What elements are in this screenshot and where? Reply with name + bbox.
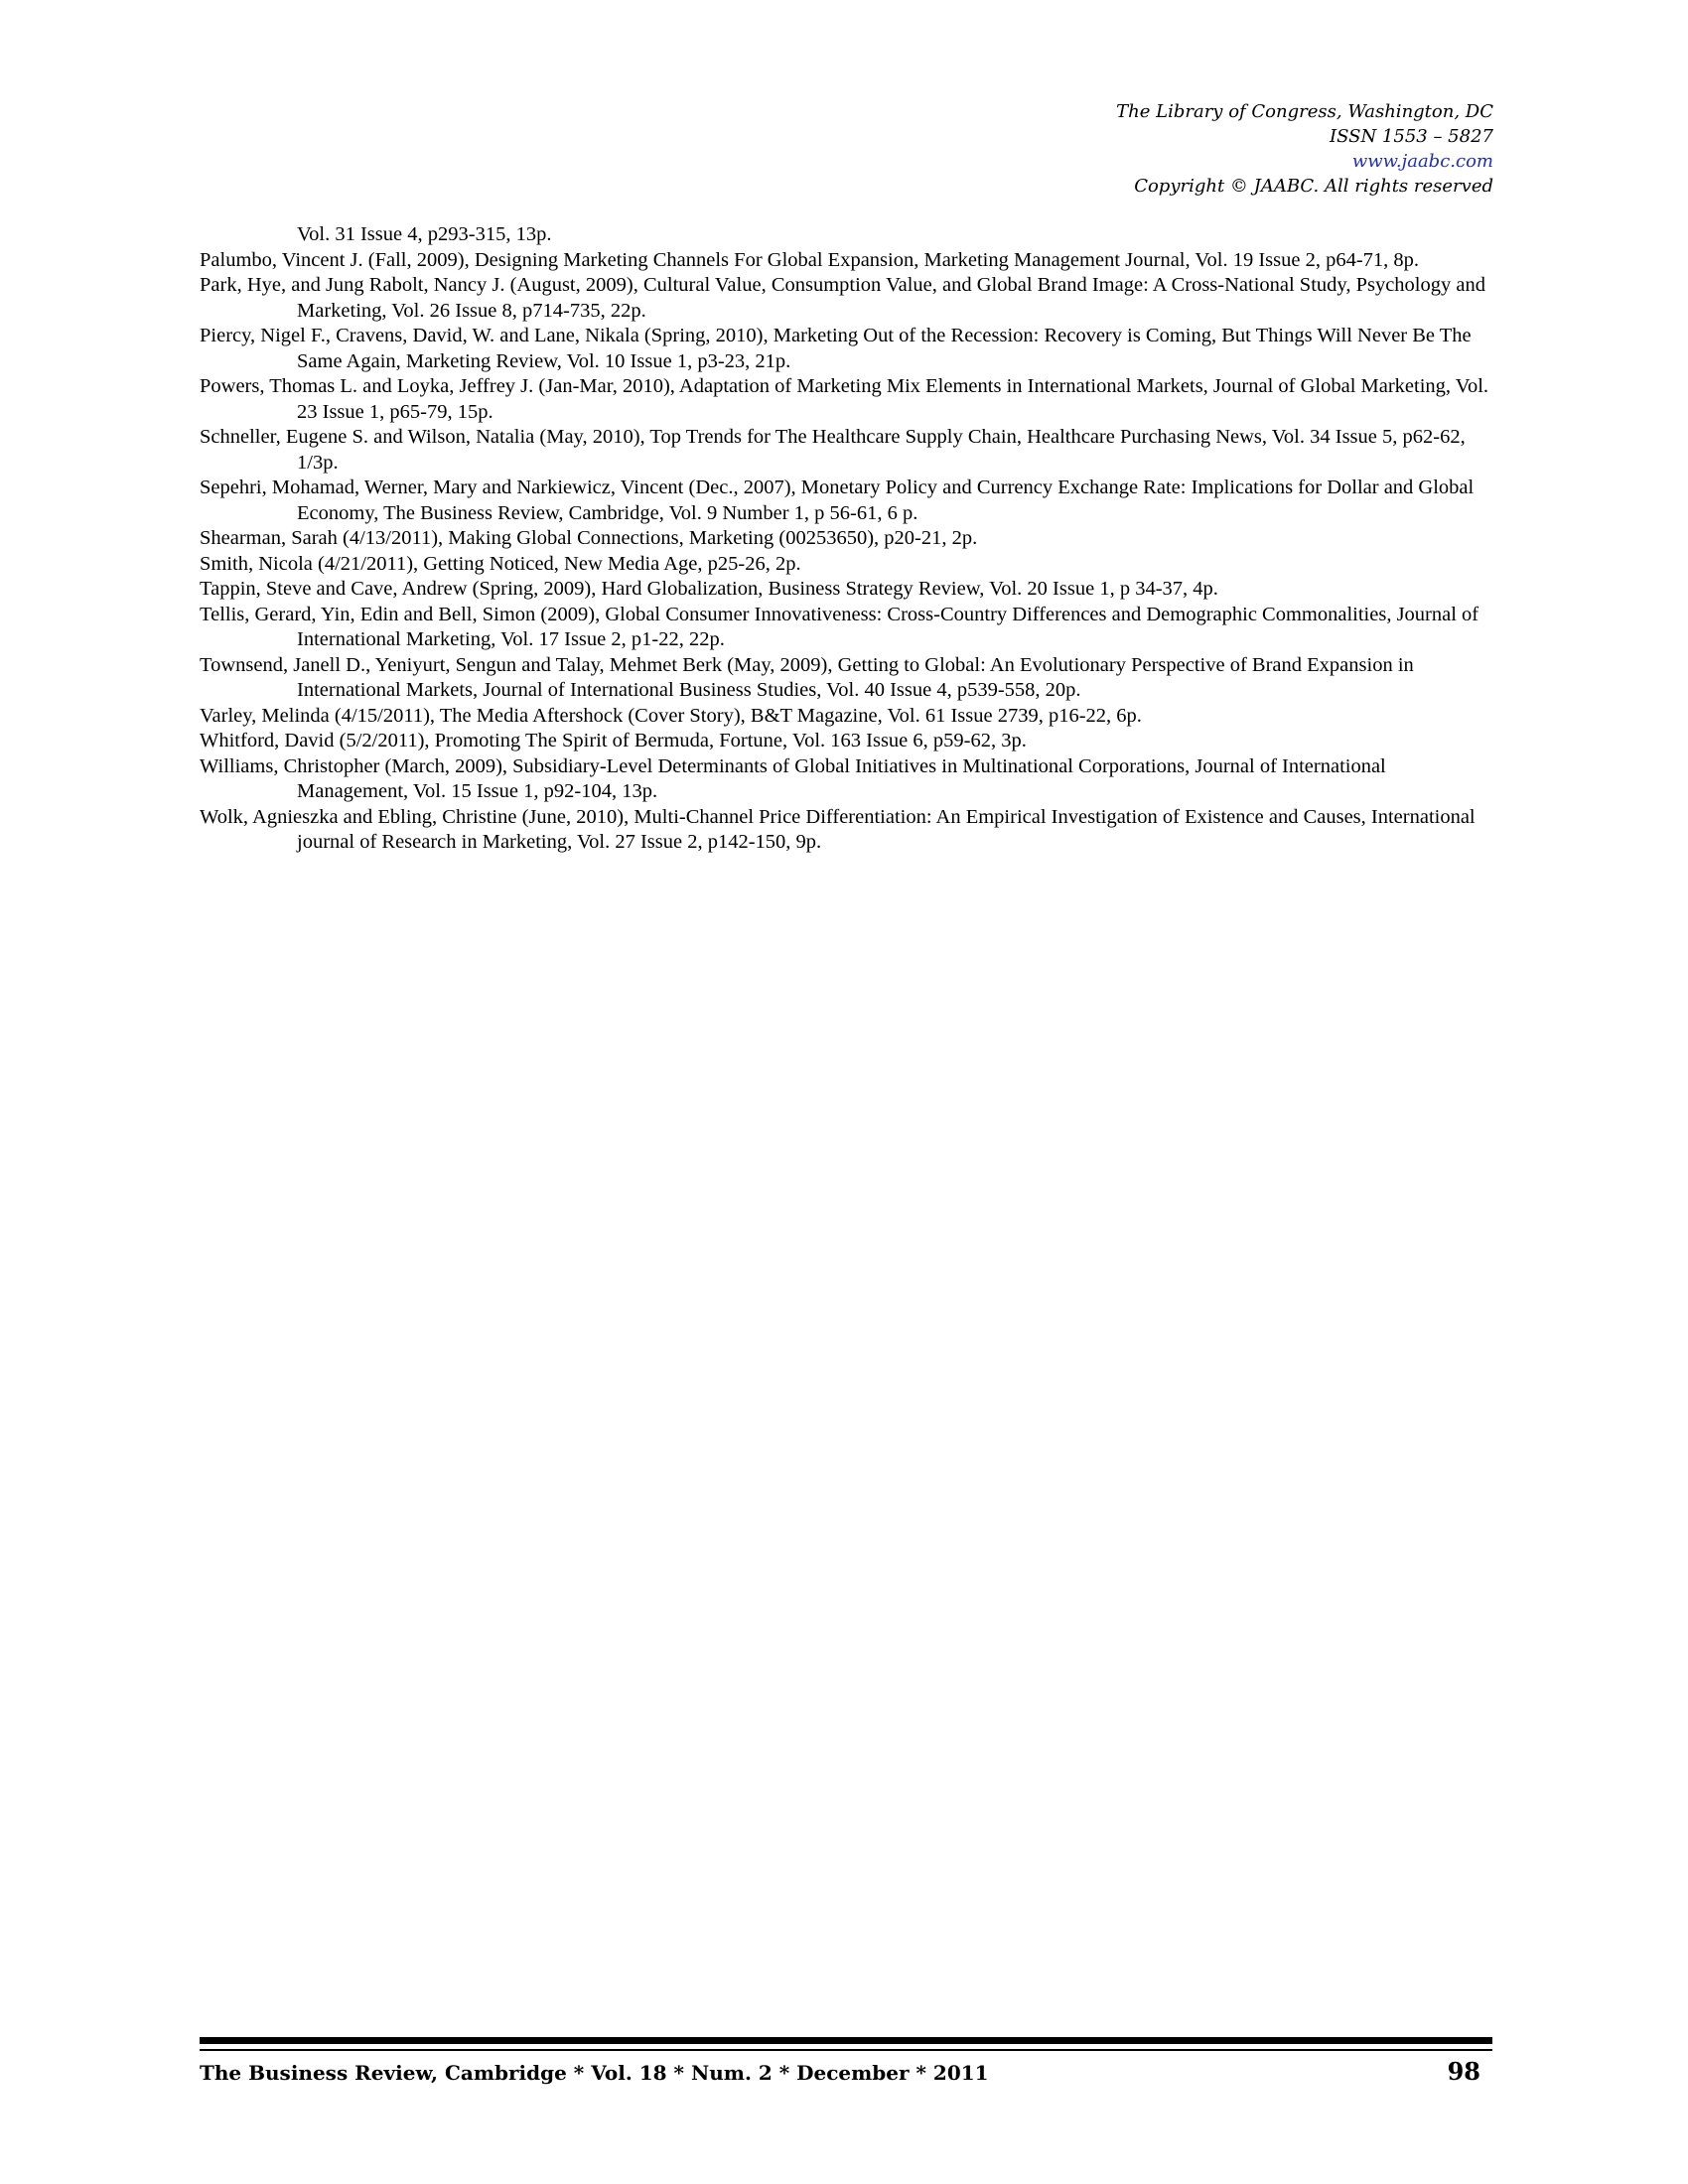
reference-continuation: Vol. 31 Issue 4, p293-315, 13p. bbox=[297, 223, 552, 245]
reference-entry: Palumbo, Vincent J. (Fall, 2009), Designing Marketing Channels For Global Expansion, Marketing Management Journal, Vol. 19 Issue 2, p64-71, 8p. bbox=[200, 248, 1420, 271]
reference-entry: Shearman, Sarah (4/13/2011), Making Global Connections, Marketing (00253650), p20-21, 2p. bbox=[200, 527, 978, 549]
reference-entry: Piercy, Nigel F., Cravens, David, W. and Lane, Nikala (Spring, 2010), Marketing Out of the Recession: Recovery is Coming, But Things Will Never Be The Same Again, Marketing Review, Vol. 10 Issue 1, p3-23, 21p. bbox=[200, 325, 1472, 372]
header-library-line: The Library of Congress, Washington, DC bbox=[1116, 101, 1493, 122]
page-header bbox=[1116, 99, 1493, 199]
reference-entry: Smith, Nicola (4/21/2011), Getting Noticed, New Media Age, p25-26, 2p. bbox=[200, 552, 801, 575]
footer-journal-info: The Business Review, Cambridge * Vol. 18 * Num. 2 * December * 2011 bbox=[200, 2061, 989, 2085]
page-number: 98 bbox=[1447, 2057, 1480, 2086]
header-website-link[interactable]: www.jaabc.com bbox=[1351, 151, 1493, 172]
reference-entry: Williams, Christopher (March, 2009), Subsidiary-Level Determinants of Global Initiatives in Multinational Corporations, Journal of International Management, Vol. 15 Issue 1, p92-104, 13p. bbox=[200, 754, 1386, 802]
reference-entry: Varley, Melinda (4/15/2011), The Media Aftershock (Cover Story), B&T Magazine, Vol. 61 Issue 2739, p16-22, 6p. bbox=[200, 704, 1142, 727]
reference-entry: Tellis, Gerard, Yin, Edin and Bell, Simon (2009), Global Consumer Innovativeness: Cross-Country Differences and Demographic Commonalities, Journal of International Marketing, Vol. 17 Issue 2, p1-22, 22p. bbox=[200, 603, 1479, 650]
reference-entry: Park, Hye, and Jung Rabolt, Nancy J. (August, 2009), Cultural Value, Consumption Value, and Global Brand Image: A Cross-National Study, Psychology and Marketing, Vol. 26 Issue 8, p714-735, 22p. bbox=[200, 274, 1485, 322]
header-copyright: Copyright © JAABC. All rights reserved bbox=[1134, 176, 1493, 197]
reference-list bbox=[200, 222, 1492, 856]
reference-entry: Wolk, Agnieszka and Ebling, Christine (June, 2010), Multi-Channel Price Differentiation: An Empirical Investigation of Existence and Causes, International journal of Research in Marketing, Vol. 27 Issue 2, p142-150, 9p. bbox=[200, 805, 1476, 853]
reference-entry: Whitford, David (5/2/2011), Promoting The Spirit of Bermuda, Fortune, Vol. 163 Issue 6, p59-62, 3p. bbox=[200, 730, 1027, 751]
reference-entry: Sepehri, Mohamad, Werner, Mary and Narkiewicz, Vincent (Dec., 2007), Monetary Policy and Currency Exchange Rate: Implications for Dollar and Global Economy, The Business Review, Cambridge, Vol. 9 Number 1, p 56-61, 6 p. bbox=[200, 477, 1475, 524]
header-issn: ISSN 1553 – 5827 bbox=[1330, 126, 1493, 147]
footer-rule-thin bbox=[200, 2049, 1492, 2051]
reference-entry: Tappin, Steve and Cave, Andrew (Spring, 2009), Hard Globalization, Business Strategy Review, Vol. 20 Issue 1, p 34-37, 4p. bbox=[200, 578, 1218, 600]
reference-entry: Powers, Thomas L. and Loyka, Jeffrey J. (Jan-Mar, 2010), Adaptation of Marketing Mix Elements in International Markets, Journal of Global Marketing, Vol. 23 Issue 1, p65-79, 15p. bbox=[200, 375, 1489, 423]
reference-entry: Townsend, Janell D., Yeniyurt, Sengun and Talay, Mehmet Berk (May, 2009), Getting to Global: An Evolutionary Perspective of Brand Expansion in International Markets, Journal of International Business Studies, Vol. 40 Issue 4, p539-558, 20p. bbox=[200, 653, 1414, 701]
footer-rule-thick bbox=[200, 2037, 1492, 2044]
reference-entry: Schneller, Eugene S. and Wilson, Natalia (May, 2010), Top Trends for The Healthcare Supply Chain, Healthcare Purchasing News, Vol. 34 Issue 5, p62-62, 1/3p. bbox=[200, 426, 1466, 474]
page-footer bbox=[200, 2057, 1480, 2086]
